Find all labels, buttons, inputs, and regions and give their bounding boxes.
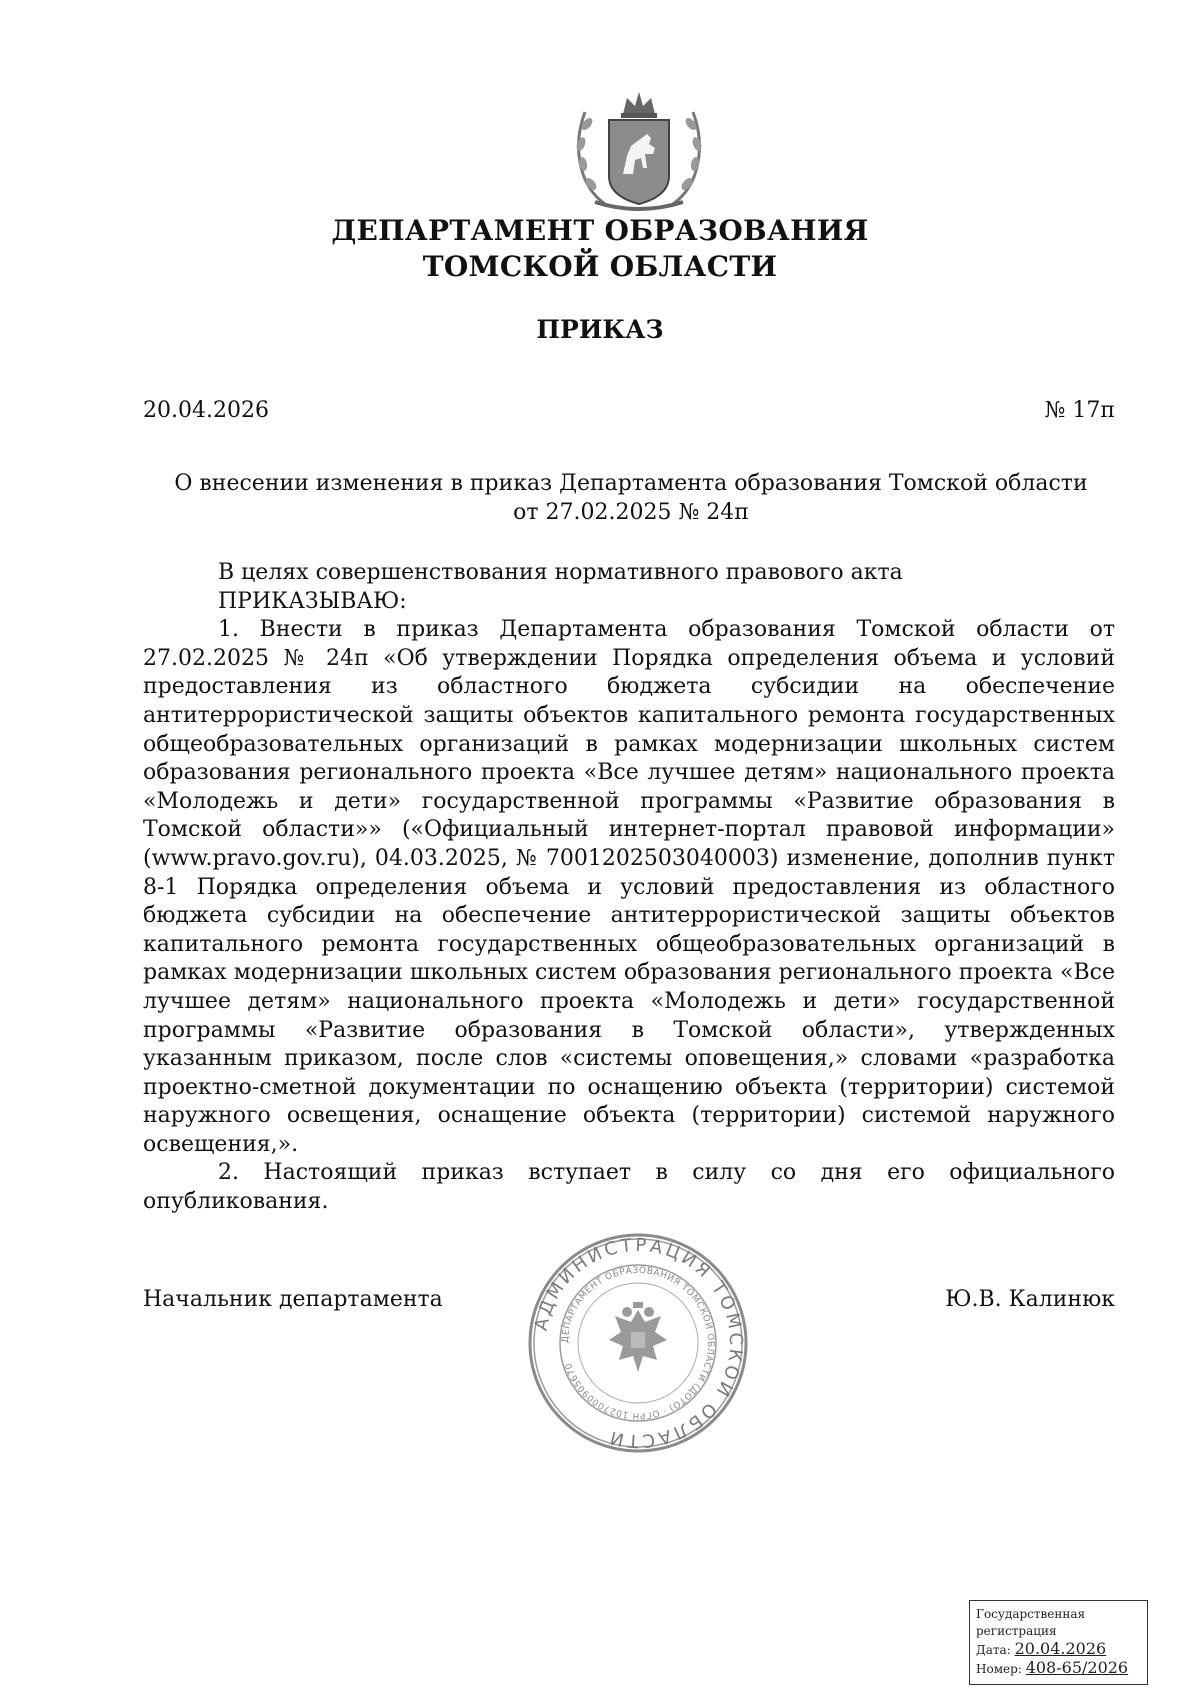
registration-box <box>969 1600 1148 1685</box>
order-item-1: 1. Внести в приказ Департамента образования Томской области от 27.02.2025 № 24п «Об утверждении Порядка определения объема и условий предоставления из областного бюджета субсидии на обеспечение антитеррористической защиты объектов капитального ремонта государственных общеобразовательных организаций в рамках модернизации школьных систем образования регионального проекта «Все лучшее детям» национального проекта «Молодежь и дети» государственной программы «Развитие образования в Томской области»» («Официальный интернет-портал правовой информации» (www.pravo.gov.ru), 04.03.2025, № 7001202503040003) изменение, дополнив пункт 8-1 Порядка определения объема и условий предоставления из областного бюджета субсидии на обеспечение антитеррористической защиты объектов капитального ремонта государственных общеобразовательных организаций в рамках модернизации школьных систем образования регионального проекта «Все лучшее детям» национального проекта «Молодежь и дети» государственной программы «Развитие образования в Томской области», утвержденных указанным приказом, после слов «системы оповещения,» словами «разработка проектно-сметной документации по оснащению объекта (территории) системой наружного освещения, оснащение объекта (территории) системой наружного освещения,». <box>143 617 1115 1157</box>
registration-date: 20.04.2026 <box>1014 1639 1107 1658</box>
official-stamp-icon <box>527 1232 749 1454</box>
signatory-name: Ю.В. Калинюк <box>945 1287 1115 1312</box>
order-item-2: 2. Настоящий приказ вступает в силу со дня его официального опубликования. <box>143 1160 1115 1215</box>
document-type: ПРИКАЗ <box>536 315 664 344</box>
signatory-position: Начальник департамента <box>143 1287 443 1312</box>
order-word: ПРИКАЗЫВАЮ: <box>218 588 407 614</box>
document-subject-line2: от 27.02.2025 № 24п <box>513 500 749 525</box>
document-subject-line1: О внесении изменения в приказ Департамента образования Томской области <box>174 471 1088 496</box>
registration-date-label: Дата: <box>976 1643 1011 1657</box>
svg-text:АДМИНИСТРАЦИЯ ТОМСКОЙ ОБЛАСТИ: АДМИНИСТРАЦИЯ ТОМСКОЙ ОБЛАСТИ <box>530 1234 747 1452</box>
registration-date-row <box>976 1640 1141 1659</box>
organization-name-line1: ДЕПАРТАМЕНТ ОБРАЗОВАНИЯ <box>331 214 869 247</box>
registration-title: Государственная регистрация <box>976 1607 1086 1638</box>
document-number: № 17п <box>1044 398 1115 423</box>
preamble: В целях совершенствования нормативного правового акта <box>218 560 903 585</box>
tomsk-coat-of-arms-icon <box>565 84 713 214</box>
registration-number-row <box>976 1659 1141 1678</box>
document-date: 20.04.2026 <box>143 398 269 423</box>
svg-text:ДЕПАРТАМЕНТ ОБРАЗОВАНИЯ ТОМСКО: ДЕПАРТАМЕНТ ОБРАЗОВАНИЯ ТОМСКОЙ ОБЛАСТИ (ДОТО) · ОГРН 1027000905670 <box>560 1265 716 1421</box>
registration-number: 408-65/2026 <box>1025 1658 1129 1677</box>
document-body <box>143 559 1115 1217</box>
organization-name-line2: ТОМСКОЙ ОБЛАСТИ <box>422 250 778 283</box>
registration-number-label: Номер: <box>976 1662 1022 1676</box>
